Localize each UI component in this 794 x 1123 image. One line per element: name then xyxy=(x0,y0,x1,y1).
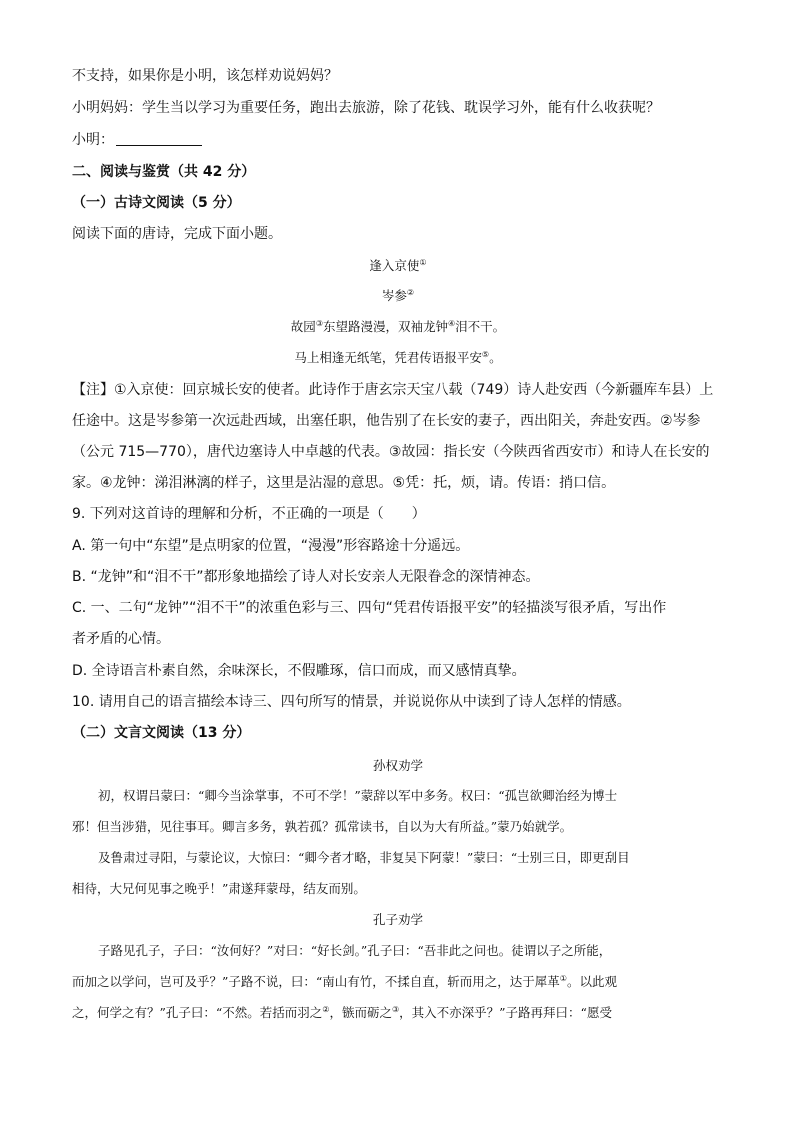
xiaoming-answer-line xyxy=(72,130,724,150)
poem-line-1: 故园③东望路漫漫，双袖龙钟④泪不干。 xyxy=(290,318,506,334)
xiaoming-label: 小明： xyxy=(72,132,114,148)
mom-statement-line: 小明妈妈：学生当以学习为重要任务，跑出去旅游，除了花钱、耽误学习外，能有什么收获呢？ xyxy=(72,100,660,116)
q9-option-d: D. 全诗语言朴素自然，余味深长，不假雕琢，信口而成，而又感情真挚。 xyxy=(72,663,526,679)
q9-stem: 9. 下列对这首诗的理解和分析，不正确的一项是（ ） xyxy=(72,506,426,522)
q10-stem: 10. 请用自己的语言描绘本诗三、四句所写的情景，并说说你从中读到了诗人怎样的情感。 xyxy=(72,694,631,710)
text2-line1: 子路见孔子，子曰：“汝何好？”对曰：“好长剑。”孔子曰：“吾非此之问也。徒谓以子之所能， xyxy=(98,943,612,958)
part2-heading: （二）文言文阅读（13 分） xyxy=(72,725,251,741)
text1-p2-line1: 及鲁肃过寻阳，与蒙论议，大惊曰：“卿今者才略，非复吴下阿蒙！”蒙曰：“士别三日，即更刮目 xyxy=(98,850,630,865)
notes-line-2: 任途中。这是岑参第一次远赴西域，出塞任职，他告别了在长安的妻子，西出阳关，奔赴安西。②岑参 xyxy=(72,413,701,429)
q9-option-c-line1: C. 一、二句“龙钟”“泪不干”的浓重色彩与三、四句“凭君传语报平安”的轻描淡写很矛盾，写出作 xyxy=(72,600,667,616)
poem-author: 岑参② xyxy=(381,287,415,303)
question-prompt-line: 不支持，如果你是小明，该怎样劝说妈妈？ xyxy=(72,68,338,84)
text1-p1-line2: 邪！但当涉猎，见往事耳。卿言多务，孰若孤？孤常读书，自以为大有所益。”蒙乃始就学。 xyxy=(72,819,573,834)
text1-p2-line2: 相待，大兄何见事之晚乎！”肃遂拜蒙母，结友而别。 xyxy=(72,881,366,896)
text2-title: 孔子劝学 xyxy=(372,912,423,927)
poem-line-2: 马上相逢无纸笔，凭君传语报平安⑤。 xyxy=(294,349,502,365)
text2-line2: 而加之以学问，岂可及乎？”子路不说，曰：“南山有竹，不揉自直，斩而用之，达于犀革①。以此观 xyxy=(72,973,617,989)
notes-line-4: 家。④龙钟：涕泪淋漓的样子，这里是沾湿的意思。⑤凭：托，烦，请。传语：捎口信。 xyxy=(72,475,616,491)
text1-title: 孙权劝学 xyxy=(372,758,423,773)
q9-option-b: B. “龙钟”和“泪不干”都形象地描绘了诗人对长安亲人无限眷念的深情神态。 xyxy=(72,569,540,585)
section-heading: 二、阅读与鉴赏（共 42 分） xyxy=(72,164,256,180)
poem-title: 逢入京使① xyxy=(369,257,427,273)
notes-line-3: （公元 715—770），唐代边塞诗人中卓越的代表。③故园：指长安（今陕西省西安市）和诗人在长安的 xyxy=(72,444,710,460)
answer-blank xyxy=(116,131,202,146)
part1-heading: （一）古诗文阅读（5 分） xyxy=(72,195,241,211)
text1-p1-line1: 初，权谓吕蒙曰：“卿今当涂掌事，不可不学！”蒙辞以军中多务。权曰：“孤岂欲卿治经为博士 xyxy=(98,788,618,803)
poem-instruction: 阅读下面的唐诗，完成下面小题。 xyxy=(72,226,282,242)
text2-line3: 之，何学之有？”孔子曰：“不然。若括而羽之②，镞而砺之③，其入不亦深乎？”子路再拜曰：“愿受 xyxy=(72,1004,612,1020)
q9-option-a: A. 第一句中“东望”是点明家的位置，“漫漫”形容路途十分遥远。 xyxy=(72,538,470,554)
notes-line-1: 【注】①入京使：回京城长安的使者。此诗作于唐玄宗天宝八载（749）诗人赴安西（今新疆库车县）上 xyxy=(72,382,714,398)
q9-option-c-line2: 者矛盾的心情。 xyxy=(72,631,170,647)
